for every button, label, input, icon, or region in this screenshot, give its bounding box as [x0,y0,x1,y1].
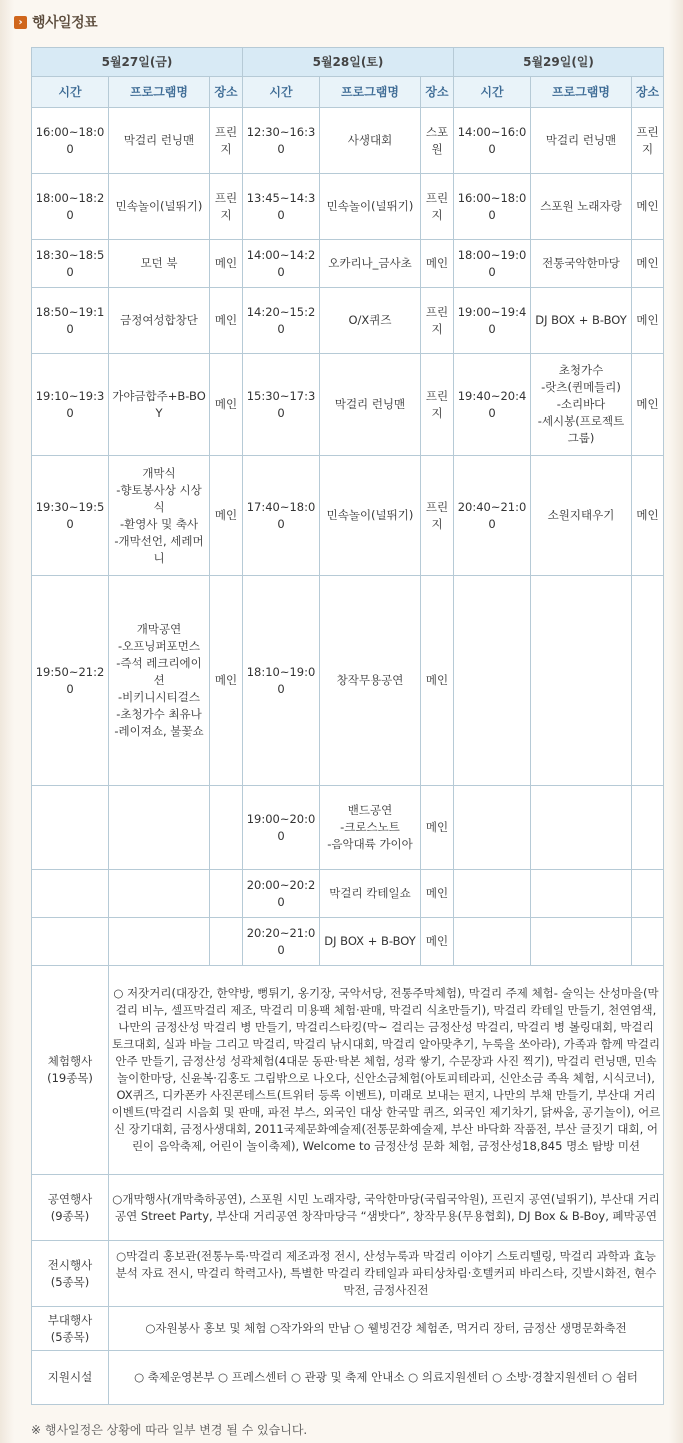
arrow-bullet-icon: › [14,16,27,29]
program-cell [320,456,421,576]
program-line: -레이져쇼, 불꽃쇼 [114,724,204,738]
time-cell: 14:00~14:20 [243,240,320,288]
place-cell [632,576,664,786]
place-cell: 메인 [421,576,454,786]
program-cell [320,918,421,966]
column-header-program: 프로그램명 [320,77,421,108]
event-category-label [32,1175,109,1241]
place-cell: 메인 [210,354,243,456]
program-cell [109,288,210,354]
program-cell [320,354,421,456]
program-line: 민속놀이(널뛰기) [115,199,203,213]
place-cell: 프린지 [421,456,454,576]
event-description: ○자원봉사 홍보 및 체험 ○작가와의 만남 ○ 웰빙건강 체험존, 먹거리 장터, 금정산 생명문화축전 [109,1307,664,1351]
program-cell [109,174,210,240]
program-line: 막걸리 런닝맨 [123,133,195,147]
time-cell: 13:45~14:30 [243,174,320,240]
time-cell: 16:00~18:00 [454,174,531,240]
place-cell: 프린지 [210,174,243,240]
program-line: 오카리나_금사초 [328,256,412,270]
program-line: -개막선언, 세레머니 [114,533,204,565]
place-cell: 메인 [210,576,243,786]
program-line: 스포원 노래자랑 [540,199,622,213]
program-line: 창작무용공연 [336,673,404,687]
place-cell [210,786,243,870]
program-cell [320,786,421,870]
program-line: -초청가수 최유나 [116,707,202,721]
column-header-place: 장소 [210,77,243,108]
program-line: 금정여성합창단 [120,313,198,327]
event-row [32,966,664,1175]
program-cell [531,576,632,786]
program-cell [109,240,210,288]
table-row [32,786,664,870]
day-header: 5월27일(금) [32,48,243,77]
place-cell: 메인 [210,240,243,288]
event-description: ○ 축제운영본부 ○ 프레스센터 ○ 관광 및 축제 안내소 ○ 의료지원센터 ○ 소방·경찰지원센터 ○ 쉼터 [109,1351,664,1405]
program-cell [109,108,210,174]
place-cell: 스포원 [421,108,454,174]
program-cell [109,456,210,576]
program-cell [109,918,210,966]
page-title: 행사일정표 [32,15,98,31]
time-cell: 19:00~20:00 [243,786,320,870]
program-cell [109,576,210,786]
program-cell [109,870,210,918]
table-row [32,288,664,354]
program-line: -비키니시티걸스 [118,690,200,704]
event-description: ○ 저잣거리(대장간, 한약방, 뻥튀기, 옹기장, 국악서당, 전통주막체험), 막걸리 주제 체험- 술익는 산성마을(막걸리 비누, 셀프막걸리 제조, 막걸리 미용팩 체험·판매, 막걸리 식초만들기), 막걸리 칵테일 만들기, 천연염색, 나만의 금정산성 막걸리 병 만들기, 막걸리스타킹(막~ 걸리는 금정산성 막걸리, 막걸리 병 볼링대회, 막걸리 토크대회, 실과 바늘 그리고 막걸리, 막걸리 낚시대회, 막걸리 알아맞추기, 누룩을 쏘아라), 가족과 함께 막걸리 안주 만들기, 금정산성 성곽체험(4대문 동판·탁본 체험, 성곽 쌓기, 수문장과 사진 찍기), 막걸리 런닝맨, 민속놀이한마당, 신윤복·김홍도 그림밖으로 나오다, 신안소금체험(아토피테라피, 신안소금 족욕 체험, 시식코너), OX퀴즈, 디카폰카 사진콘테스트(트위터 등록 이벤트), 미래로 보내는 편지, 나만의 부채 만들기, 부산대 거리이벤트(막걸리 시음회 및 판매, 파전 부스, 외국인 대상 한국말 퀴즈, 외국인 제기차기, 닭싸움, 공기놀이), 어르신 장기대회, 금정사생대회, 2011국제문화예술제(전통문화예술제, 부산 바닥화 작품전, 부산 글짓기 대회, 어린이 음악축제, 어린이 놀이축제), Welcome to 금정산성 문화 체험, 금정산성18,845 명소 탐방 미션 [109,966,664,1175]
table-row [32,456,664,576]
program-line: -오프닝퍼포먼스 [118,639,200,653]
time-cell: 16:00~18:00 [32,108,109,174]
place-cell: 프린지 [632,108,664,174]
event-description: ○개막행사(개막축하공연), 스포원 시민 노래자랑, 국악한마당(국립국악원), 프린지 공연(널뛰기), 부산대 거리공연 Street Party, 부산대 거리공연 창작마당극 “샘밧다”, 창작무용(무용협회), DJ Box & B-Boy, 폐막공연 [109,1175,664,1241]
time-cell: 18:00~18:20 [32,174,109,240]
time-cell [32,870,109,918]
event-category-label [32,1241,109,1307]
place-cell [632,786,664,870]
place-cell: 프린지 [421,354,454,456]
place-cell: 메인 [632,288,664,354]
day-header: 5월29일(일) [454,48,664,77]
program-line: -즉석 레크리에이션 [116,656,202,687]
program-line: -크로스노트 [340,820,400,834]
program-line: 전통국악한마당 [542,256,620,270]
event-category-line: 지원시설 [47,1370,93,1384]
time-cell [454,576,531,786]
table-row [32,354,664,456]
program-line: -세시봉(프로젝트그룹) [537,414,625,445]
program-cell [531,918,632,966]
program-cell [531,174,632,240]
schedule-table [31,47,664,1405]
event-description: ○막걸리 홍보관(전통누룩·막걸리 제조과정 전시, 산성누룩과 막걸리 이야기 스토리텔링, 막걸리 과학과 효능 분석 자료 전시, 막걸리 학력고사), 특별한 막걸리 칵테일과 파티상차림·호텔커피 바리스타, 깃발시화전, 현수막전, 금정사진전 [109,1241,664,1307]
place-cell [632,918,664,966]
event-row [32,1351,664,1405]
column-header-place: 장소 [632,77,664,108]
program-line: -향토봉사상 시상식 [116,482,202,514]
time-cell [454,870,531,918]
program-cell [320,870,421,918]
table-row [32,870,664,918]
program-cell [109,354,210,456]
event-category-line: 공연행사 [47,1191,93,1206]
program-cell [320,174,421,240]
event-category-line: (5종목) [50,1329,90,1344]
place-cell: 메인 [421,786,454,870]
event-row [32,1307,664,1351]
place-cell [210,870,243,918]
time-cell: 14:20~15:20 [243,288,320,354]
column-header-program: 프로그램명 [531,77,632,108]
place-cell [210,918,243,966]
program-line: 밴드공연 [347,803,393,817]
program-line: 막걸리 런닝맨 [334,397,406,411]
column-header-place: 장소 [421,77,454,108]
schedule-body [32,108,664,966]
place-cell: 메인 [421,870,454,918]
column-header-time: 시간 [32,77,109,108]
program-line: DJ BOX + B-BOY [535,313,627,327]
program-line: DJ BOX + B-BOY [324,934,416,948]
time-cell: 18:30~18:50 [32,240,109,288]
program-line: -음악대륙 가이아 [327,837,413,851]
program-cell [531,456,632,576]
time-cell: 18:00~19:00 [454,240,531,288]
place-cell: 메인 [632,174,664,240]
program-cell [320,108,421,174]
time-cell: 18:50~19:10 [32,288,109,354]
event-row [32,1175,664,1241]
program-line: O/X퀴즈 [348,313,392,327]
column-header-time: 시간 [454,77,531,108]
place-cell: 메인 [632,456,664,576]
time-cell [32,918,109,966]
time-cell: 17:40~18:00 [243,456,320,576]
table-row [32,918,664,966]
event-category-label [32,1307,109,1351]
time-cell: 19:10~19:30 [32,354,109,456]
program-line: 소원지태우기 [547,508,615,522]
place-cell: 메인 [210,288,243,354]
event-category-label [32,1351,109,1405]
time-cell: 20:00~20:20 [243,870,320,918]
time-cell: 19:30~19:50 [32,456,109,576]
time-cell [454,918,531,966]
program-line: 개막공연 [136,622,182,636]
program-line: 사생대회 [347,133,393,147]
footnote: ※ 행사일정은 상황에 따라 일부 변경 될 수 있습니다. [31,1423,308,1437]
place-cell: 프린지 [421,288,454,354]
program-line: 개막식 [142,465,176,480]
time-cell: 18:10~19:00 [243,576,320,786]
program-cell [531,870,632,918]
place-cell: 메인 [421,240,454,288]
event-category-line: 전시행사 [47,1257,93,1272]
time-cell [454,786,531,870]
program-cell [320,576,421,786]
program-line: 막걸리 런닝맨 [545,133,617,147]
event-category-line: (9종목) [50,1208,90,1223]
program-line: 모던 북 [140,256,178,270]
column-header-time: 시간 [243,77,320,108]
column-header-program: 프로그램명 [109,77,210,108]
table-row [32,174,664,240]
program-line: -소리바다 [556,397,606,411]
place-cell: 프린지 [210,108,243,174]
program-cell [531,108,632,174]
events-body [32,966,664,1405]
program-cell [109,786,210,870]
time-cell: 20:20~21:00 [243,918,320,966]
program-line: -랏츠(퀸메들리) [541,380,621,394]
program-cell [320,240,421,288]
table-row [32,576,664,786]
event-category-line: (19종목) [47,1071,93,1085]
table-row [32,108,664,174]
place-cell: 프린지 [421,174,454,240]
event-category-line: (5종목) [50,1274,90,1289]
place-cell: 메인 [632,240,664,288]
time-cell: 19:40~20:40 [454,354,531,456]
day-header: 5월28일(토) [243,48,454,77]
program-line: 가야금합주+B-BOY [112,388,206,420]
time-cell: 20:40~21:00 [454,456,531,576]
place-cell [632,870,664,918]
place-cell: 메인 [210,456,243,576]
program-cell [531,240,632,288]
section-header [14,12,97,32]
place-cell: 메인 [421,918,454,966]
event-category-line: 부대행사 [47,1312,93,1327]
program-line: 민속놀이(널뛰기) [326,199,414,213]
time-cell: 12:30~16:30 [243,108,320,174]
time-cell [32,786,109,870]
program-cell [531,786,632,870]
program-cell [531,354,632,456]
time-cell: 15:30~17:30 [243,354,320,456]
place-cell: 메인 [632,354,664,456]
program-cell [531,288,632,354]
program-line: 민속놀이(널뛰기) [326,508,414,522]
event-category-line: 체험행사 [47,1054,93,1068]
time-cell: 19:00~19:40 [454,288,531,354]
event-category-label [32,966,109,1175]
program-line: 초청가수 [558,363,604,377]
program-line: 막걸리 칵테일쇼 [329,886,411,900]
time-cell: 19:50~21:20 [32,576,109,786]
time-cell: 14:00~16:00 [454,108,531,174]
program-line: -환영사 및 축사 [119,516,199,531]
program-cell [320,288,421,354]
table-row [32,240,664,288]
event-row [32,1241,664,1307]
